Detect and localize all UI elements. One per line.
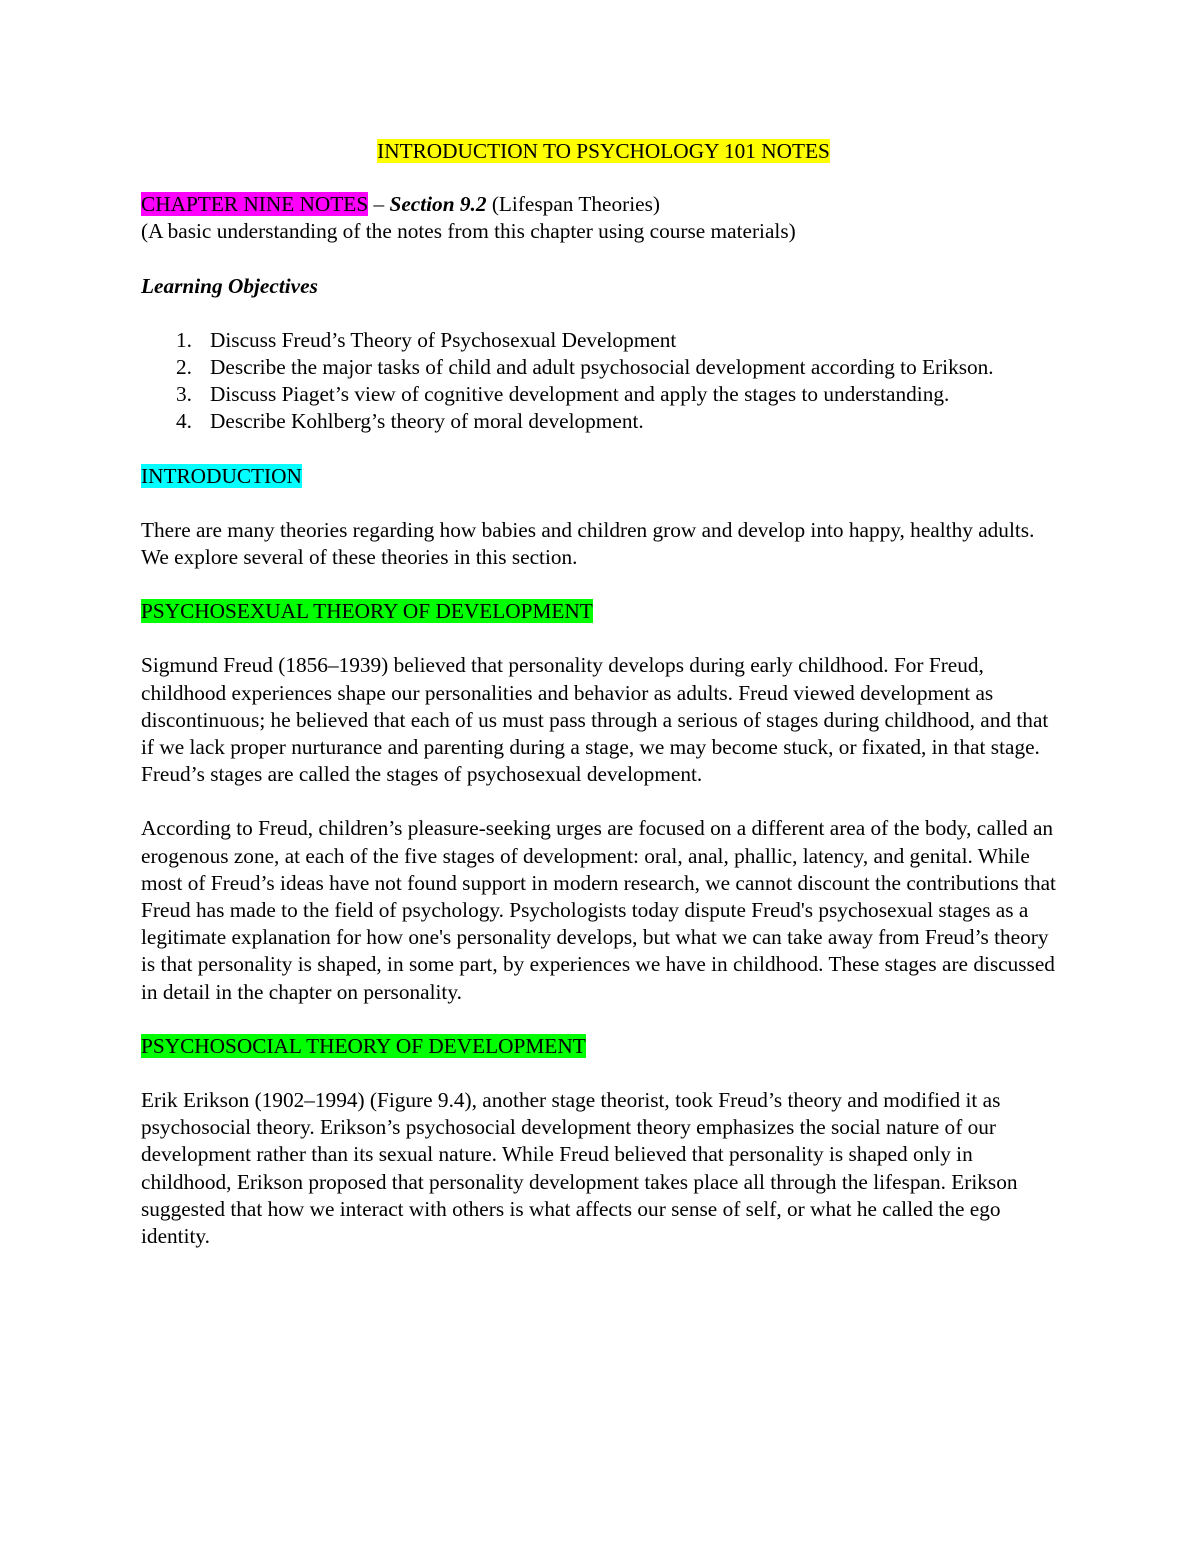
psychosocial-paragraph-1: Erik Erikson (1902–1994) (Figure 9.4), another stage theorist, took Freud’s theory and modified it as psychosocial theory. Erikson’s psychosocial development theory emphasizes the social nature of our development rather than its sexual nature. While Freud believed that personality is shaped only in childhood, Erikson proposed that personality development takes place all through the lifespan. Erikson suggested that how we interact with others is what affects our sense of self, or what he called the ego identity. [141,1088,1018,1249]
introduction-paragraph: There are many theories regarding how babies and children grow and develop into happy, healthy adults. We explore several of these theories in this section. [141,517,1035,570]
document-title: INTRODUCTION TO PSYCHOLOGY 101 NOTES [377,139,830,163]
learning-objectives-list [141,327,1066,436]
list-item [141,354,1066,381]
list-item-text: Describe the major tasks of child and adult psychosocial development according to Erikson. [210,355,994,380]
chapter-dash: – [368,192,390,217]
psychosexual-paragraph-1: Sigmund Freud (1856–1939) believed that personality develops during early childhood. For Freud, childhood experiences shape our personalities and behavior as adults. Freud viewed development as discontinuous; he believed that each of us must pass through a serious of stages during childhood, and that if we lack proper nurturance and parenting during a stage, we may become stuck, or fixated, in that stage. Freud’s stages are called the stages of psychosexual development. [141,653,1049,787]
list-item-text: Describe Kohlberg’s theory of moral development. [210,409,644,434]
psychosexual-paragraph-2: According to Freud, children’s pleasure-seeking urges are focused on a different area of the body, called an erogenous zone, at each of the five stages of development: oral, anal, phallic, latency, and genital. While most of Freud’s ideas have not found support in modern research, we cannot discount the contributions that Freud has made to the field of psychology. Psychologists today dispute Freud's psychosexual stages as a legitimate explanation for how one's personality develops, but what we can take away from Freud’s theory is that personality is shaped, in some part, by experiences we have in childhood. These stages are discussed in detail in the chapter on personality. [141,816,1056,1004]
chapter-subtitle: (A basic understanding of the notes from this chapter using course materials) [141,219,796,244]
introduction-heading-line [141,463,1066,490]
list-item-number: 1. [176,327,192,352]
chapter-label: CHAPTER NINE NOTES [141,192,369,217]
psychosexual-heading: PSYCHOSEXUAL THEORY OF DEVELOPMENT [141,599,593,624]
list-item-number: 3. [176,382,192,407]
list-item-text: Discuss Piaget’s view of cognitive development and apply the stages to understanding. [210,382,950,407]
document-page [141,138,1066,1250]
section-topic: (Lifespan Theories) [486,192,660,217]
list-item [141,408,1066,435]
list-item-text: Discuss Freud’s Theory of Psychosexual Development [210,327,677,352]
learning-objectives-heading: Learning Objectives [141,273,318,298]
chapter-line [141,191,1066,218]
introduction-heading: INTRODUCTION [141,463,302,488]
list-item [141,327,1066,354]
list-item-number: 2. [176,355,192,380]
psychosocial-heading-line [141,1033,1066,1060]
psychosexual-heading-line [141,598,1066,625]
psychosocial-heading: PSYCHOSOCIAL THEORY OF DEVELOPMENT [141,1033,586,1058]
document-title-line [141,138,1066,165]
list-item-number: 4. [176,409,192,434]
section-number: Section 9.2 [389,192,487,217]
list-item [141,381,1066,408]
